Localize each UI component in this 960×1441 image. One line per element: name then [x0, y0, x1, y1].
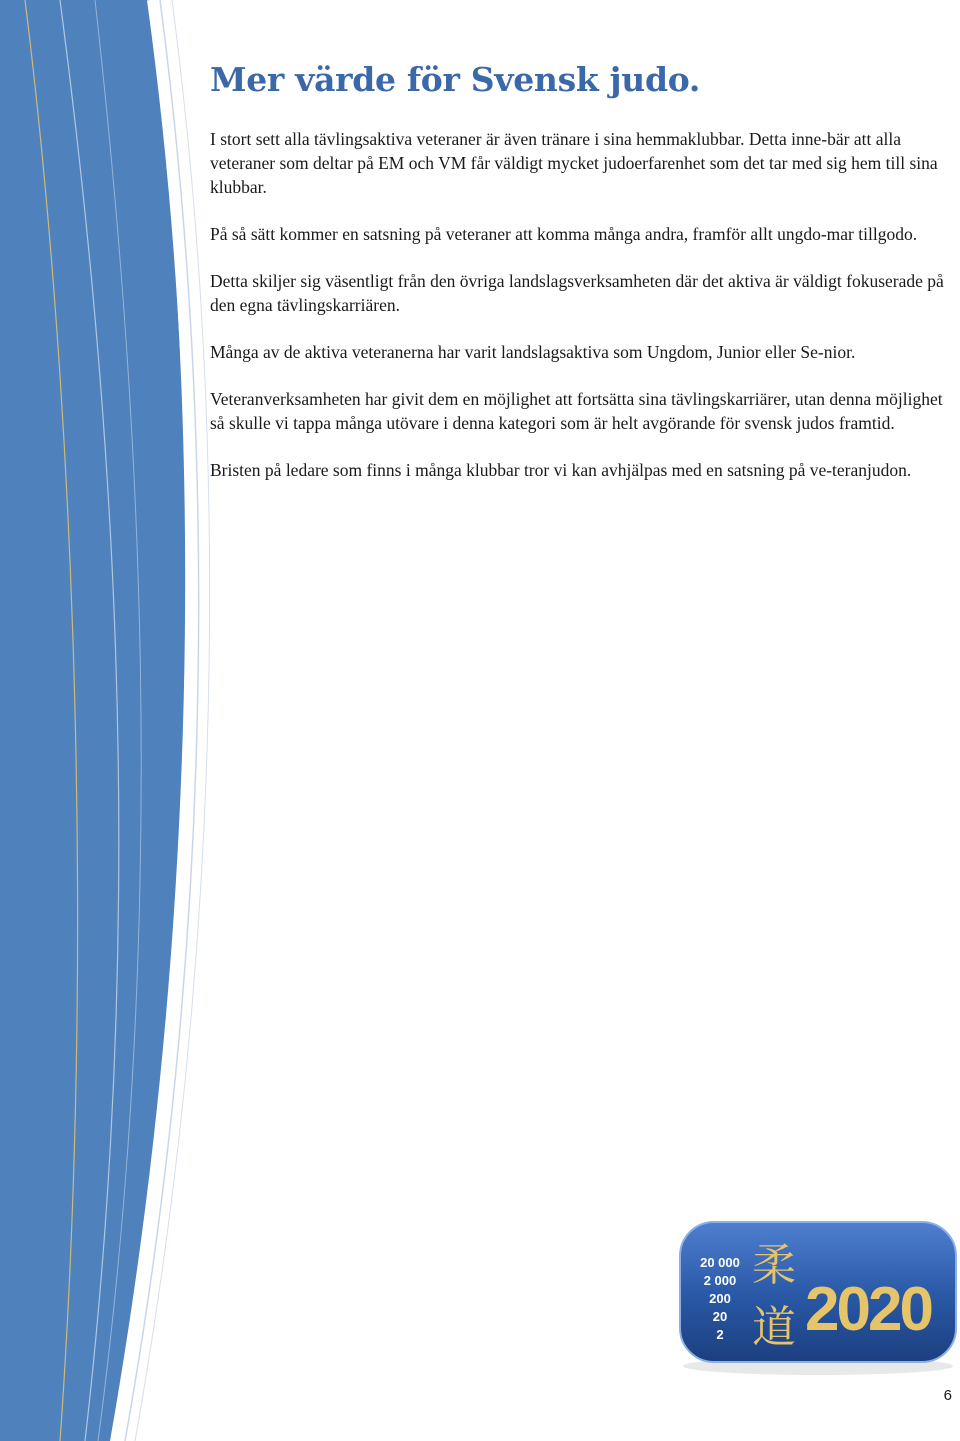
logo-kanji-ju: 柔 — [752, 1240, 796, 1291]
logo-number-1: 20 000 — [700, 1255, 740, 1270]
logo-number-4: 20 — [712, 1309, 728, 1324]
paragraph-2: På så sätt kommer en satsning på veteraner att komma många andra, framför allt ungdo-mar tillgodo. — [210, 224, 918, 244]
paragraph-1: I stort sett alla tävlingsaktiva veteraner är även tränare i sina hemmaklubbar. Detta inne-bär att alla veteraner som deltar på EM och VM får väldigt mycket judoerfarenhet som det tar med sig hem till sina klubbar. — [210, 129, 938, 197]
logo-year: 2020 — [805, 1275, 931, 1344]
judo-2020-logo — [676, 1218, 960, 1378]
logo-kanji-do: 道 — [752, 1302, 796, 1353]
page-number: 6 — [943, 1387, 952, 1404]
logo-number-3: 200 — [709, 1291, 731, 1306]
page-title: Mer värde för Svensk judo. — [210, 60, 701, 99]
logo-number-5: 2 — [716, 1327, 724, 1342]
logo-number-2: 2 000 — [703, 1273, 737, 1288]
document-content — [210, 60, 950, 505]
paragraph-6: Bristen på ledare som finns i många klubbar tror vi kan avhjälpas med en satsning på ve-teranjudon. — [210, 460, 912, 480]
sidebar-decoration — [0, 0, 240, 1441]
paragraph-4: Många av de aktiva veteranerna har varit landslagsaktiva som Ungdom, Junior eller Se-nior. — [210, 342, 856, 362]
paragraph-5: Veteranverksamheten har givit dem en möjlighet att fortsätta sina tävlingskarriärer, utan denna möjlighet så skulle vi tappa många utövare i denna kategori som är helt avgörande för svensk judos framtid. — [210, 389, 943, 433]
paragraph-3: Detta skiljer sig väsentligt från den övriga landslagsverksamheten där det aktiva är väldigt fokuserade på den egna tävlingskarriären. — [210, 271, 944, 315]
